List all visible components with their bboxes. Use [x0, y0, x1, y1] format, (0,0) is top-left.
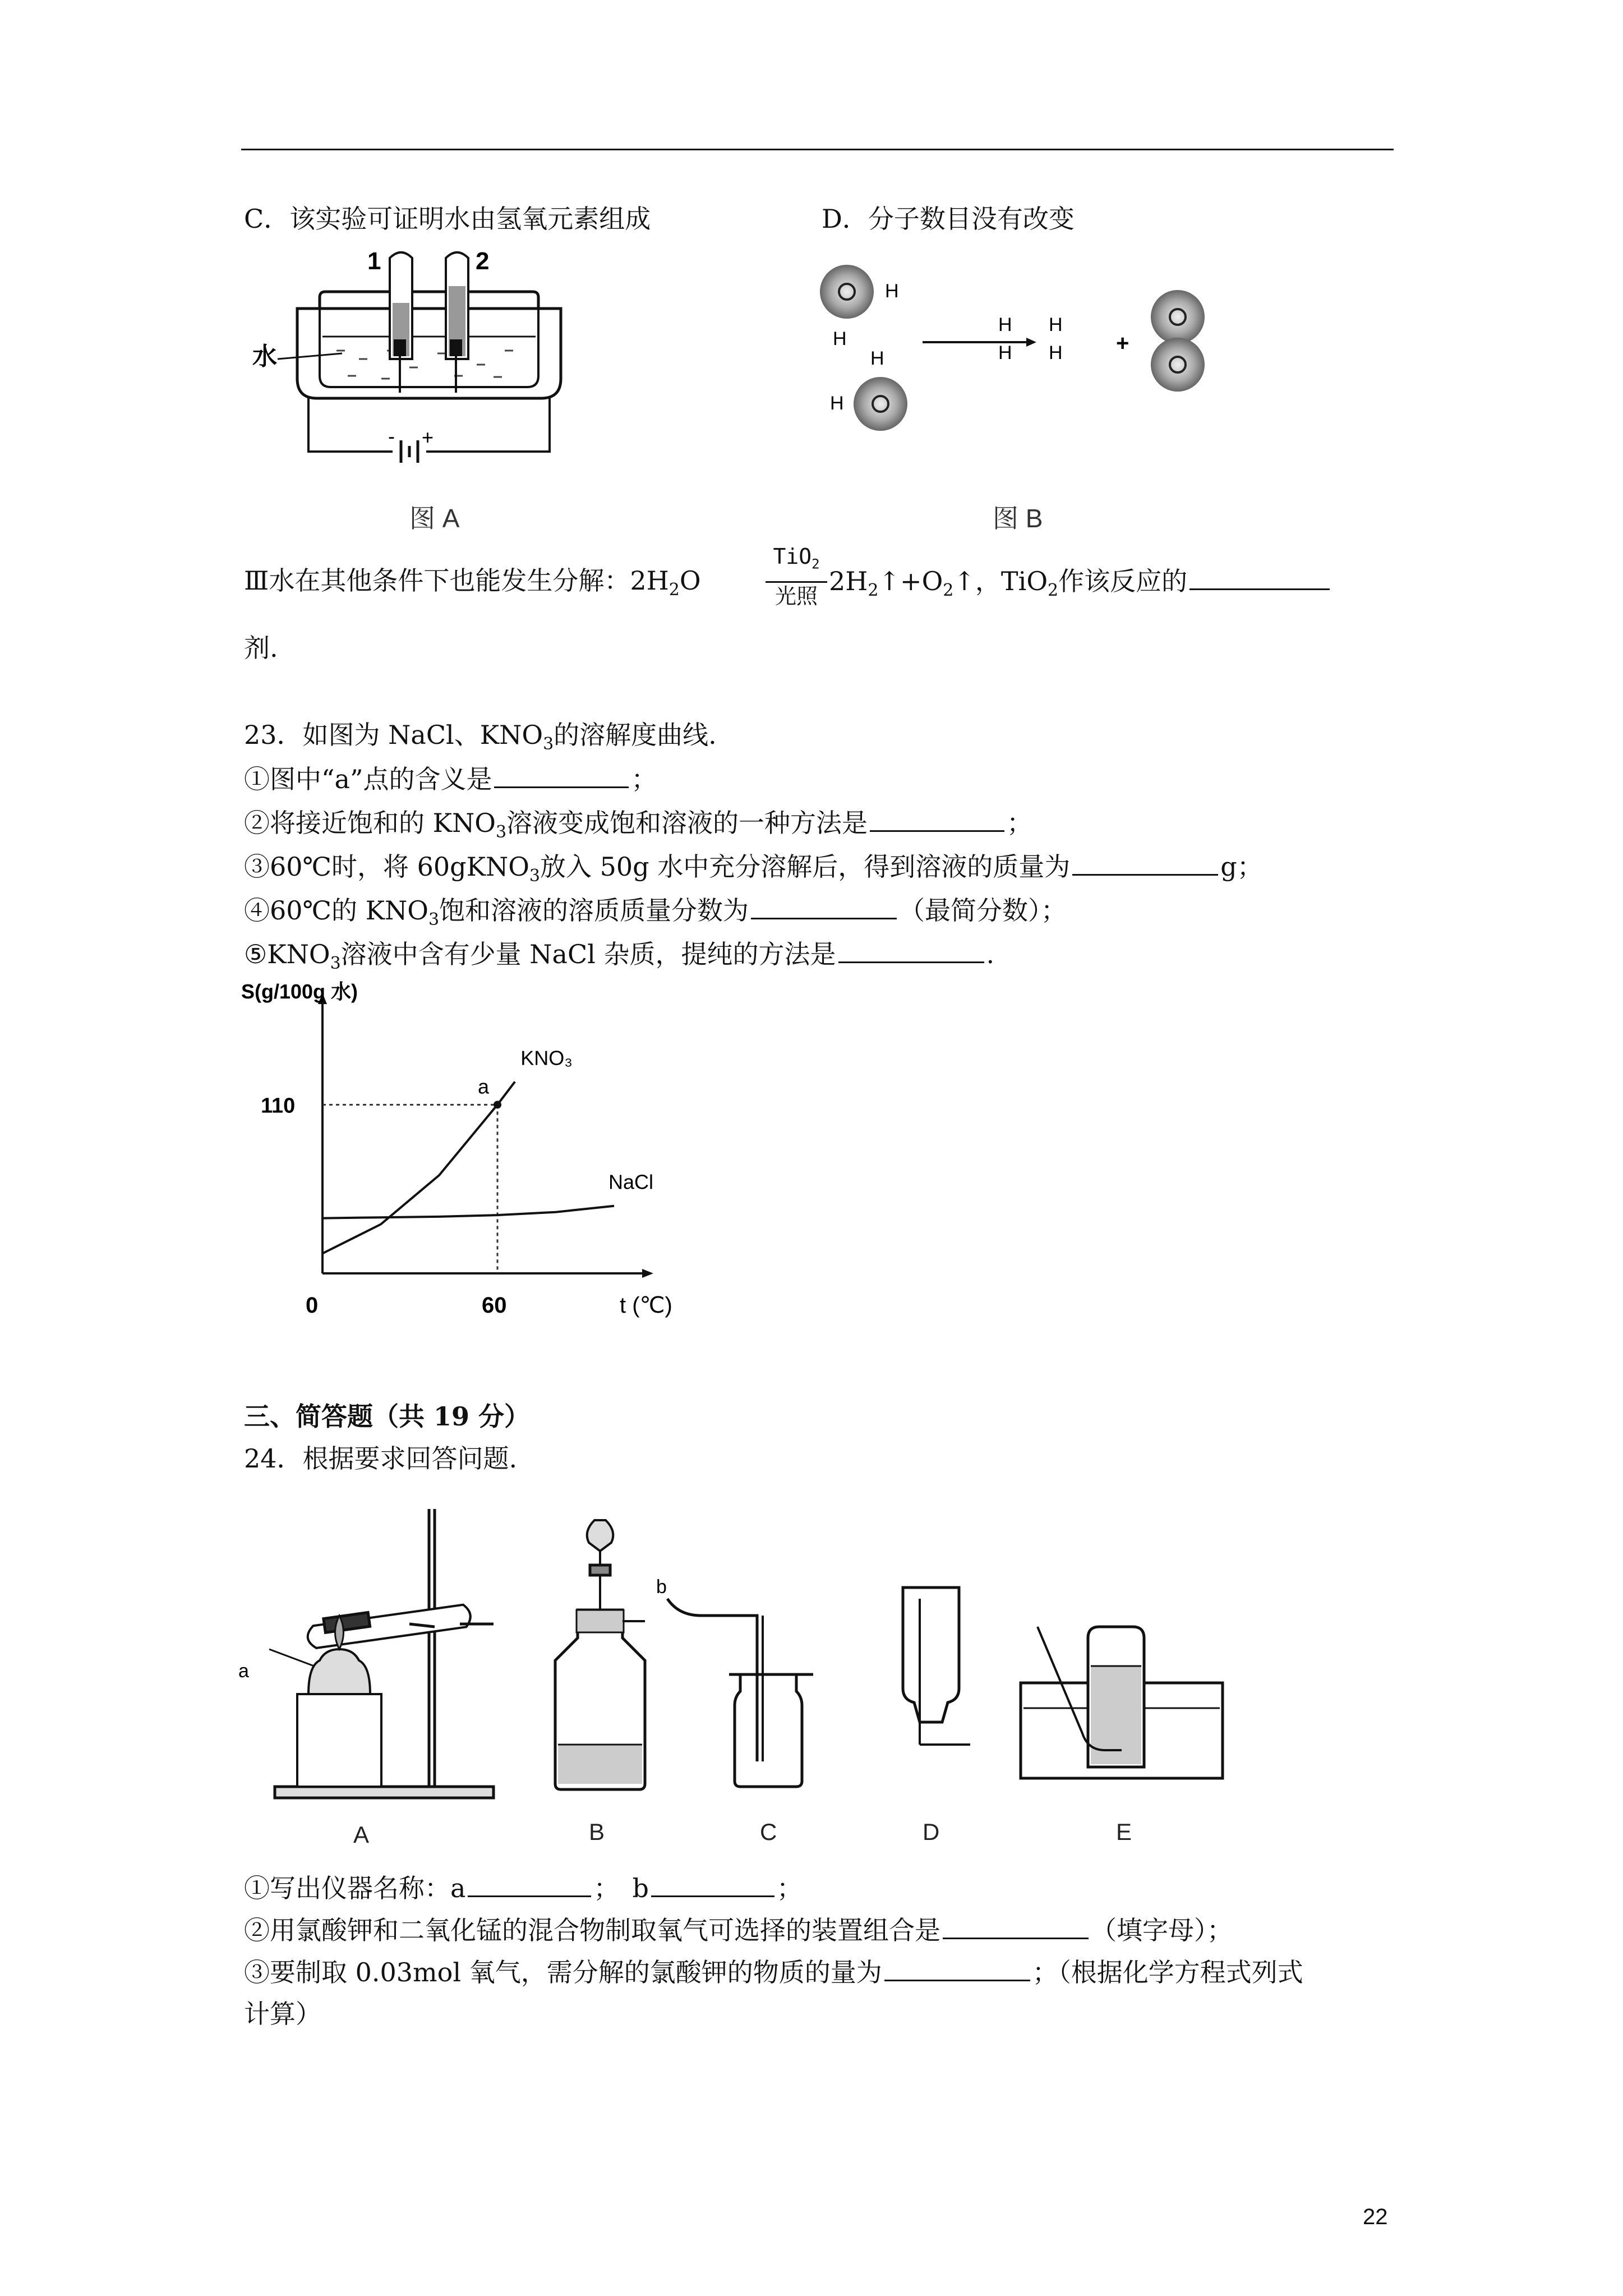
- q24-item-3-line2: 计算）: [244, 1999, 321, 2029]
- figure-a-caption: 图 A: [409, 504, 460, 533]
- q24-item-3: ③要制取 0.03mol 氧气，需分解的氯酸钾的物质的量为 ；（根据化学方程式列式: [244, 1955, 1303, 1989]
- q23-item-5: $⑤KNO_3$溶液中含有少量 NaCl 杂质，提纯的方法是 .: [244, 937, 994, 981]
- apparatus-figure: [238, 1498, 1251, 1857]
- atom-h: H: [830, 393, 844, 414]
- part3-products: $2H_2↑+O_2↑$，TiO$_2$作该反应的: [829, 564, 1332, 608]
- figure-b-caption: 图 B: [993, 504, 1043, 533]
- atom-h: H: [1049, 314, 1063, 335]
- apparatus-d: [903, 1588, 970, 1745]
- apparatus-label: D: [923, 1819, 940, 1845]
- q24-item-1: ①写出仪器名称：a ； b ；: [244, 1871, 803, 1905]
- answer-blank[interactable]: [1072, 849, 1218, 876]
- series-line-nacl: [322, 1206, 614, 1218]
- tube-1-label: 1: [367, 247, 381, 275]
- atom-h: H: [998, 342, 1012, 364]
- apparatus-label: A: [353, 1821, 370, 1848]
- water-label: 水: [252, 343, 277, 370]
- atom-h: H: [885, 280, 899, 302]
- atom-h: H: [998, 314, 1012, 335]
- apparatus-label: E: [1116, 1819, 1132, 1845]
- figure-a-electrolysis: [241, 247, 600, 550]
- x-tick-label: 0: [306, 1293, 319, 1318]
- data-point-a: [494, 1101, 501, 1108]
- apparatus-label: B: [589, 1819, 605, 1845]
- answer-blank[interactable]: [870, 806, 1004, 832]
- answer-blank[interactable]: [1189, 564, 1330, 590]
- atom-h: H: [870, 348, 884, 369]
- plus-label: +: [422, 426, 434, 449]
- x-axis-label: t (℃): [620, 1293, 672, 1318]
- pointer-a-label: a: [238, 1660, 249, 1682]
- series-line-kno3: [322, 1082, 515, 1253]
- apparatus-a: [269, 1509, 494, 1798]
- point-a-label: a: [478, 1075, 490, 1098]
- y-axis-label: S(g/100g 水): [241, 980, 358, 1003]
- q24-title: 24．根据要求回答问题.: [244, 1443, 518, 1474]
- apparatus-e: [1021, 1627, 1223, 1778]
- solubility-chart: [241, 980, 672, 1318]
- section-heading: 三、简答题（共 19 分）: [244, 1401, 531, 1432]
- chart-axes: [241, 980, 672, 1318]
- q23-item-3: ③60℃时，将 60gKNO$_3$放入 50g 水中充分溶解后，得到溶液的质量为 g；: [244, 849, 1263, 893]
- q23-item-2: ②将接近饱和的 $KNO_3$溶液变成饱和溶液的一种方法是 ；: [244, 806, 1032, 849]
- pointer-b-label: b: [656, 1576, 667, 1598]
- tube-2-label: 2: [476, 247, 490, 275]
- apparatus-label: C: [760, 1819, 777, 1845]
- option-c: C．该实验可证明水由氢氧元素组成: [244, 204, 651, 234]
- answer-blank[interactable]: [468, 1871, 591, 1897]
- atom-h: H: [833, 328, 847, 349]
- q24-item-2: ②用氯酸钾和二氧化锰的混合物制取氧气可选择的装置组合是 （填字母）；: [244, 1913, 1233, 1947]
- answer-blank[interactable]: [838, 937, 984, 963]
- x-tick-label: 60: [482, 1293, 507, 1318]
- catalyst-label: TiO: [773, 544, 812, 569]
- x-axis-arrow: [642, 1269, 653, 1278]
- series-label: NaCl: [608, 1170, 654, 1194]
- apparatus-b: [555, 1520, 645, 1789]
- answer-blank[interactable]: [494, 762, 629, 788]
- reaction-arrow: TiO$_2$ 光照: [766, 544, 827, 610]
- figure-b-molecules: [808, 247, 1228, 550]
- answer-blank[interactable]: [884, 1955, 1030, 1981]
- y-tick-label: 110: [261, 1094, 296, 1118]
- q23-item-1: ①图中“a”点的含义是 ；: [244, 762, 657, 796]
- header-rule: [241, 149, 1394, 150]
- answer-blank[interactable]: [943, 1913, 1089, 1939]
- condition-label: 光照: [774, 583, 818, 609]
- answer-blank[interactable]: [651, 1871, 774, 1897]
- part3-equation: Ⅲ水在其他条件下也能发生分解：$2H_2O$: [244, 565, 701, 600]
- page-number: 22: [1363, 2205, 1388, 2229]
- part3-line2: 剂.: [244, 633, 278, 663]
- q23-item-4: ④60℃的 $KNO_3$饱和溶液的溶质质量分数为 （最简分数）；: [244, 893, 1067, 937]
- apparatus-c: [667, 1599, 813, 1787]
- q23-title: 23．如图为 NaCl、$KNO_3$的溶解度曲线.: [244, 720, 717, 754]
- series-label: KNO₃: [520, 1046, 573, 1070]
- minus-label: -: [388, 425, 395, 448]
- plus-sign: +: [1116, 331, 1129, 356]
- atom-h: H: [1049, 342, 1063, 364]
- option-d: D．分子数目没有改变: [822, 204, 1075, 234]
- answer-blank[interactable]: [751, 893, 897, 919]
